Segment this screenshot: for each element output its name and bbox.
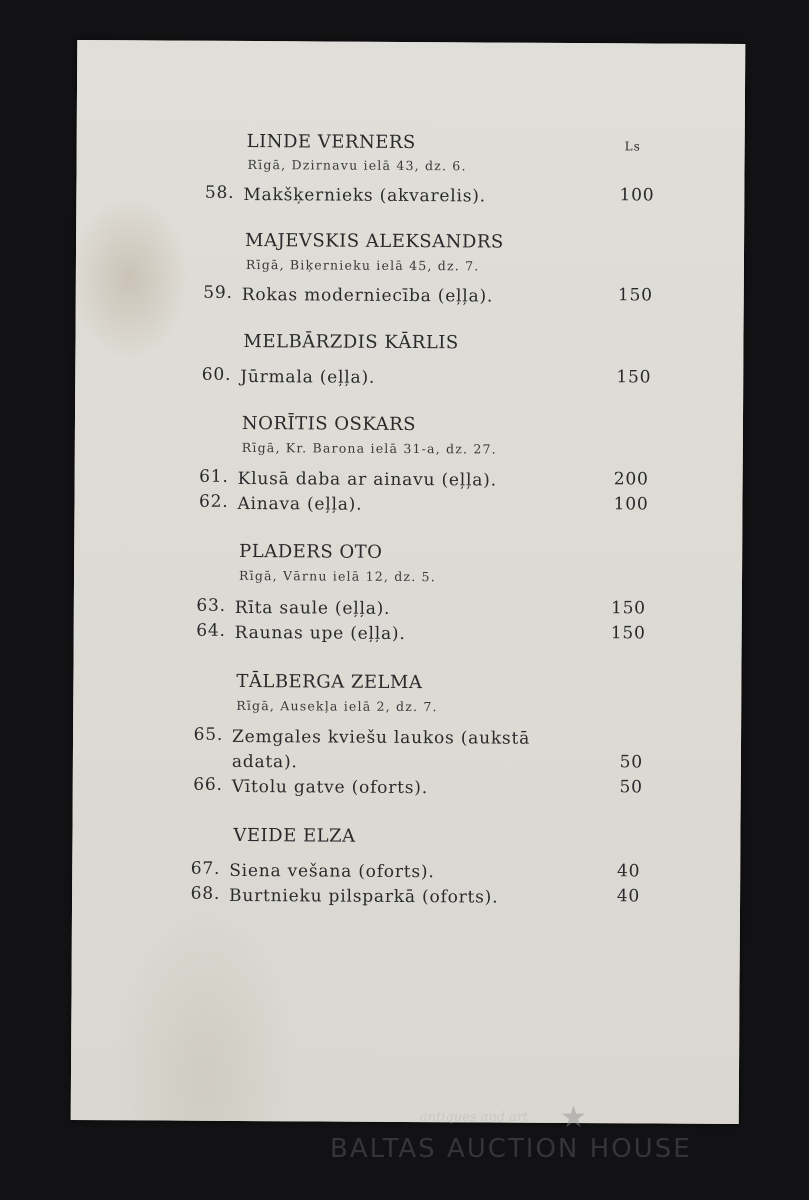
artist-name: MAJEVSKIS ALEKSANDRS bbox=[245, 229, 504, 253]
item-number: 62. bbox=[198, 491, 229, 512]
catalog-item bbox=[184, 858, 664, 883]
item-title: Jūrmala (eļļa). bbox=[240, 366, 376, 388]
catalog-item bbox=[197, 282, 677, 307]
artist-address: Rīgā, Biķernieku ielā 45, dz. 7. bbox=[245, 257, 480, 274]
watermark-tagline: antiques and art bbox=[420, 1110, 529, 1125]
item-number: 61. bbox=[199, 466, 229, 487]
item-price: 50 bbox=[619, 777, 643, 798]
item-title: Rīta saule (eļļa). bbox=[234, 597, 391, 619]
item-title: Klusā daba ar ainavu (eļļa). bbox=[237, 468, 497, 491]
catalog-page bbox=[71, 40, 746, 1124]
item-title: Makšķernieks (akvarelis). bbox=[243, 184, 486, 207]
artist-name: PLADERS OTO bbox=[239, 540, 383, 563]
watermark-brand: BALTAS AUCTION HOUSE bbox=[330, 1134, 692, 1164]
artist-name: NORĪTIS OSKARS bbox=[241, 412, 417, 436]
item-title: Siena vešana (oforts). bbox=[229, 860, 435, 883]
catalog-item bbox=[198, 182, 678, 207]
artist-name: TĀLBERGA ZELMA bbox=[236, 670, 423, 694]
item-number: 60. bbox=[201, 364, 232, 385]
item-price: 150 bbox=[617, 285, 653, 306]
item-price: 100 bbox=[613, 494, 649, 515]
item-number: 65. bbox=[193, 724, 224, 745]
artist-address: Rīgā, Kr. Barona ielā 31-a, dz. 27. bbox=[241, 439, 497, 457]
catalog-item bbox=[187, 724, 667, 773]
artist-name: VEIDE ELZA bbox=[233, 824, 356, 847]
catalog-item bbox=[190, 595, 670, 619]
item-title: Burtnieku pilsparkā (oforts). bbox=[229, 885, 499, 908]
item-number: 68. bbox=[190, 883, 221, 904]
item-number: 67. bbox=[190, 858, 221, 879]
catalog-item bbox=[193, 466, 673, 491]
item-title: Rokas moderniecība (eļļa). bbox=[241, 284, 494, 307]
item-number: 66. bbox=[193, 774, 223, 795]
item-price: 50 bbox=[619, 752, 643, 773]
item-price: 200 bbox=[613, 469, 649, 490]
star-icon: ★ bbox=[560, 1100, 587, 1135]
artist-address: Rīgā, Dzirnavu ielā 43, dz. 6. bbox=[247, 157, 467, 174]
artist-name: MELBĀRZDIS KĀRLIS bbox=[243, 330, 459, 354]
item-price: 100 bbox=[619, 185, 655, 206]
item-price: 150 bbox=[610, 623, 646, 644]
item-title: Vītolu gatve (oforts). bbox=[231, 776, 429, 799]
item-price: 150 bbox=[616, 367, 652, 388]
item-number: 58. bbox=[204, 182, 235, 203]
item-number: 59. bbox=[203, 282, 233, 303]
catalog-item bbox=[195, 364, 675, 388]
item-price: 40 bbox=[616, 861, 641, 882]
item-title: Zemgales kviešu laukos (aukstā adata). bbox=[231, 726, 531, 773]
artist-name: LINDE VERNERS bbox=[246, 131, 416, 154]
item-price: 40 bbox=[616, 886, 641, 907]
item-title: Ainava (eļļa). bbox=[237, 493, 363, 515]
currency-label: Ls bbox=[624, 139, 641, 154]
artist-address: Rīgā, Vārnu ielā 12, dz. 5. bbox=[238, 567, 436, 585]
item-title: Raunas upe (eļļa). bbox=[234, 622, 406, 644]
artist-address: Rīgā, Ausekļa ielā 2, dz. 7. bbox=[236, 697, 438, 715]
item-number: 63. bbox=[196, 595, 226, 616]
item-number: 64. bbox=[196, 620, 226, 641]
item-price: 150 bbox=[610, 598, 646, 619]
